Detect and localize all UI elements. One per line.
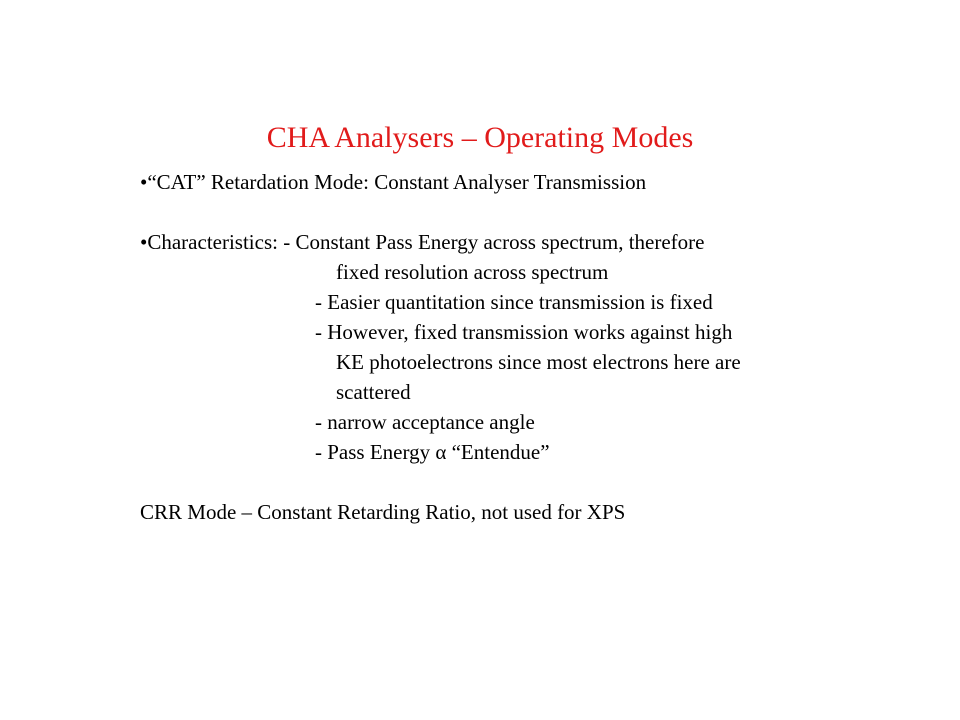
characteristic-transmission: - However, fixed transmission works against high <box>315 320 733 344</box>
characteristic-pass-energy: - Pass Energy α “Entendue” <box>315 440 550 464</box>
characteristic-continuation: fixed resolution across spectrum <box>336 260 609 284</box>
crr-mode-line: CRR Mode – Constant Retarding Ratio, not used for XPS <box>140 500 626 524</box>
bullet-characteristics: •Characteristics: - Constant Pass Energy across spectrum, therefore <box>140 230 705 254</box>
characteristic-transmission-cont-2: scattered <box>336 380 411 404</box>
characteristic-quantitation: - Easier quantitation since transmission is fixed <box>315 290 713 314</box>
slide-title: CHA Analysers – Operating Modes <box>266 121 694 154</box>
characteristic-acceptance-angle: - narrow acceptance angle <box>315 410 535 434</box>
characteristic-transmission-cont-1: KE photoelectrons since most electrons here are <box>336 350 741 374</box>
bullet-cat-mode: •“CAT” Retardation Mode: Constant Analyser Transmission <box>140 170 647 194</box>
